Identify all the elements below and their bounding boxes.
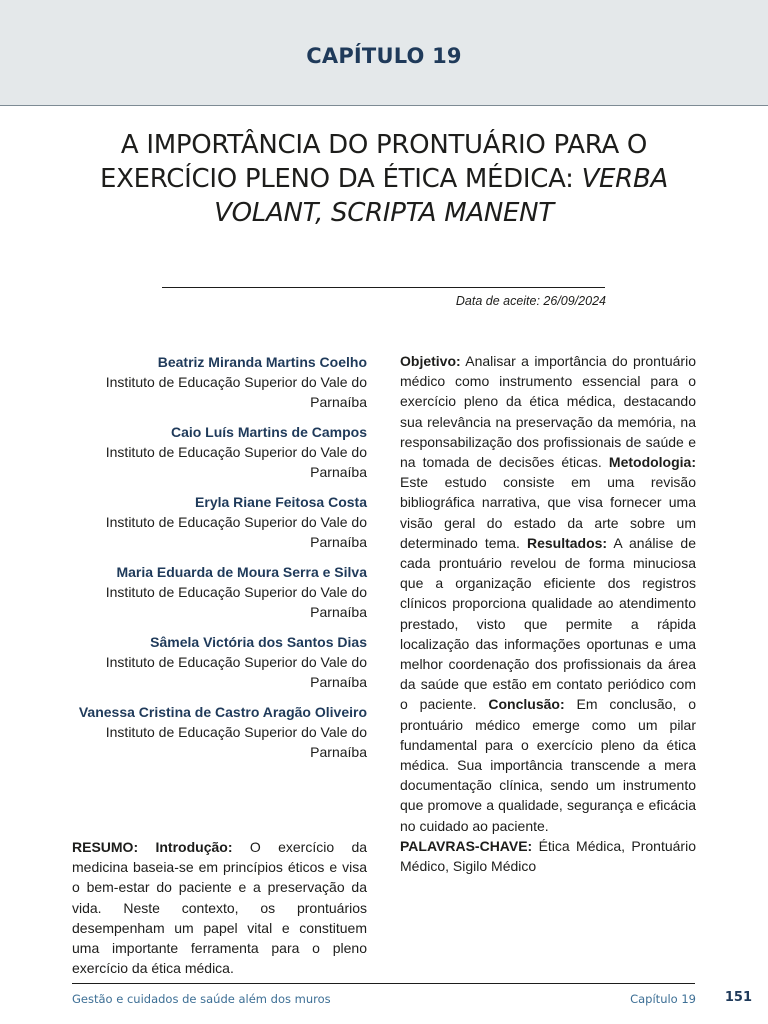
author-entry <box>70 492 367 552</box>
acceptance-date: Data de aceite: 26/09/2024 <box>455 294 606 308</box>
author-name: Sâmela Victória dos Santos Dias <box>150 634 367 650</box>
footer-book-title: Gestão e cuidados de saúde além dos muros <box>72 992 331 1006</box>
author-institution: Instituto de Educação Superior do Vale do Parnaíba <box>105 444 367 480</box>
author-name: Caio Luís Martins de Campos <box>170 424 367 440</box>
author-institution: Instituto de Educação Superior do Vale do Parnaíba <box>105 514 367 550</box>
author-name: Beatriz Miranda Martins Coelho <box>157 354 367 370</box>
results-label: Resultados: <box>526 534 608 551</box>
method-label: Metodologia: <box>608 454 697 471</box>
author-institution: Instituto de Educação Superior do Vale do Parnaíba <box>105 374 367 410</box>
title-main: A IMPORTÂNCIA DO PRONTUÁRIO PARA O EXERCÍCIO PLENO DA ÉTICA MÉDICA: <box>100 130 648 194</box>
title-divider <box>162 287 605 288</box>
chapter-label: CAPÍTULO 19 <box>306 44 462 68</box>
author-name: Vanessa Cristina de Castro Aragão Oliveiro <box>78 704 367 720</box>
resumo-label: RESUMO: <box>72 839 139 855</box>
footer-chapter: Capítulo 19 <box>630 992 696 1006</box>
author-entry <box>70 352 367 412</box>
author-entry <box>70 422 367 482</box>
objective-text: Analisar a importância do prontuário médico como instrumento essencial para o exercício pleno da ética médica, destacando sua relevância na preservação da memória, na responsabilização dos profissionais de saúde e na tomada de decisões éticas. <box>400 353 696 471</box>
intro-label: Introdução: <box>155 839 233 855</box>
page-number: 151 <box>724 990 752 1005</box>
author-entry <box>70 632 367 692</box>
footer-divider <box>72 983 695 984</box>
author-name: Maria Eduarda de Moura Serra e Silva <box>116 564 367 580</box>
abstract-body <box>400 351 696 876</box>
objective-label: Objetivo: <box>400 353 461 369</box>
intro-text: O exercício da medicina baseia-se em princípios éticos e visa o bem-estar do paciente e a preservação da vida. Neste contexto, os prontuários desempenham um papel vital e constituem uma importante ferramenta para o pleno exercício da ética médica. <box>72 839 368 977</box>
keywords-text: Ética Médica, Prontuário Médico, Sigilo Médico <box>400 837 696 875</box>
author-institution: Instituto de Educação Superior do Vale do Parnaíba <box>105 584 367 620</box>
author-institution: Instituto de Educação Superior do Vale do Parnaíba <box>105 724 367 760</box>
article-title <box>60 128 708 230</box>
abstract-intro <box>72 837 367 978</box>
author-name: Eryla Riane Feitosa Costa <box>195 494 367 510</box>
conclusion-text: Em conclusão, o prontuário médico emerge como um pilar fundamental para o exercício pleno da ética médica. Sua importância transcende a mera documentação clínica, sendo um instrumento que promove a qualidade, segurança e eficácia no cuidado ao paciente. <box>400 696 697 834</box>
title-italic: VERBA VOLANT, SCRIPTA MANENT <box>214 164 668 228</box>
author-institution: Instituto de Educação Superior do Vale do Parnaíba <box>105 654 367 690</box>
results-text: A análise de cada prontuário revelou de forma minuciosa que a organização eficiente dos registros clínicos proporciona qualidade ao atendimento prestado, visto que permite a rápida localização das informações oportunas e uma melhor coordenação dos profissionais da área da saúde que estão em contato periódico com o paciente. <box>400 534 697 713</box>
keywords-label: PALAVRAS-CHAVE: <box>400 837 533 854</box>
conclusion-label: Conclusão: <box>488 696 565 713</box>
author-list <box>70 352 367 772</box>
author-entry <box>70 702 367 762</box>
author-entry <box>70 562 367 622</box>
method-text: Este estudo consiste em uma revisão bibliográfica narrativa, que visa fornecer uma visão geral do estado da arte sobre um determinado tema. <box>400 474 696 551</box>
